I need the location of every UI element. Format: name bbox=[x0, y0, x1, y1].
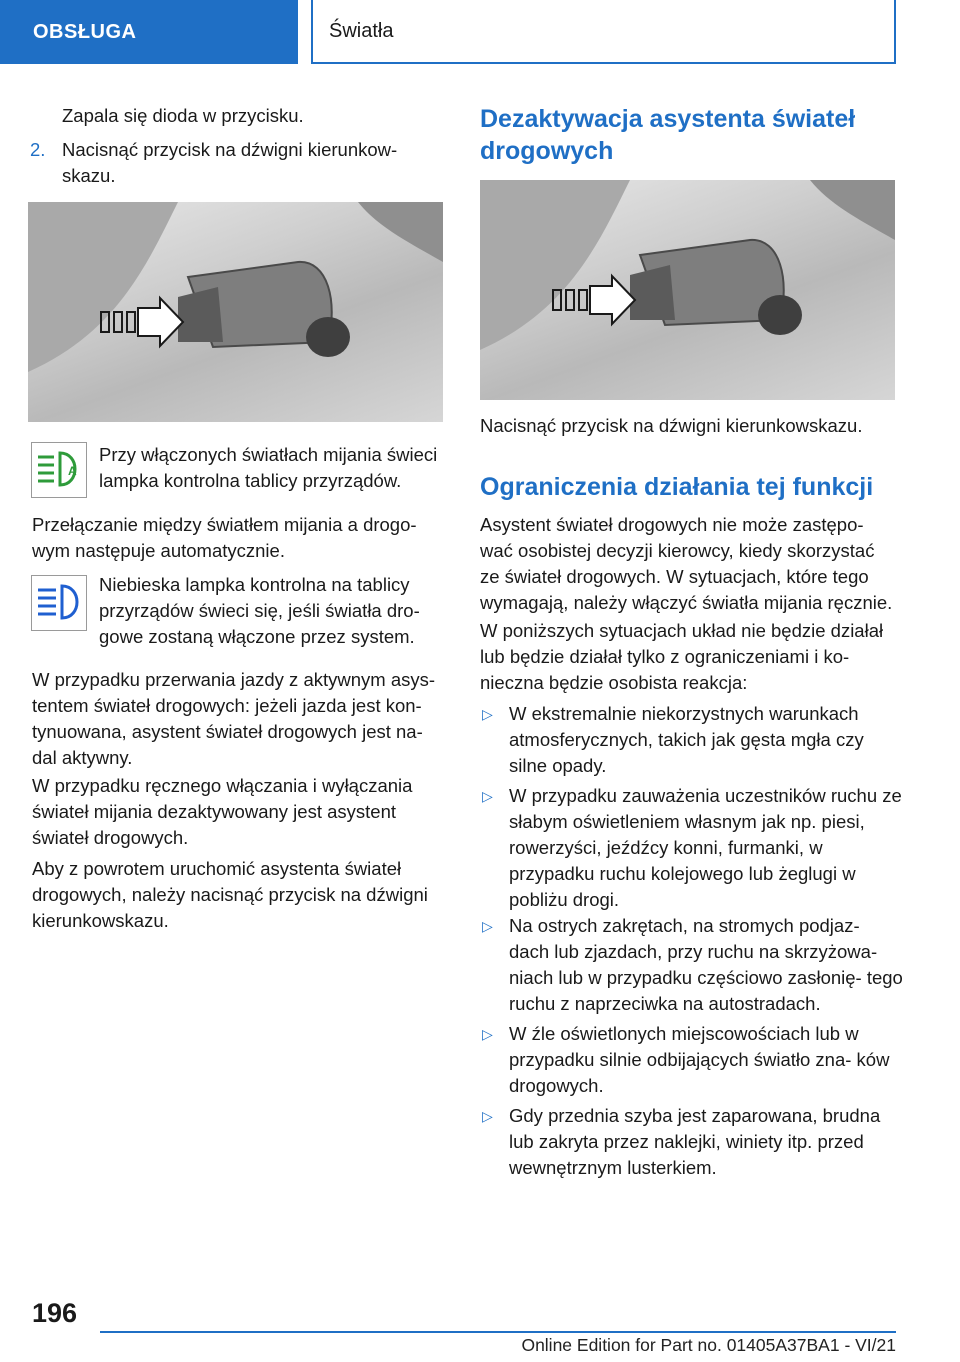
stalk-illustration bbox=[480, 180, 895, 400]
switch-paragraph: Przełączanie między światłem mijania a drogo- wym następuje automatycznie. bbox=[32, 514, 417, 561]
heading-limitations: Ograniczenia działania tej funkcji bbox=[480, 473, 874, 501]
restart-paragraph: Aby z powrotem uruchomić asystenta świateł drogowych, należy nacisnąć przycisk na dźwigni kierunkowskazu. bbox=[32, 858, 428, 931]
indicator-blue-text: Niebieska lampka kontrolna na tablicy przyrządów świeci się, jeśli światła dro- gowe zostaną włączone przez system. bbox=[99, 574, 420, 647]
list-item: Na ostrych zakrętach, na stromych podjaz- dach lub zjazdach, przy ruchu na skrzyżowa- niach lub w przypadku częściowo zasłonię- tego ruchu z naprzeciwka na autostradach. bbox=[509, 915, 903, 1014]
bullet-marker-icon: ▷ bbox=[482, 706, 493, 722]
section-tab bbox=[0, 0, 298, 64]
footer-divider bbox=[100, 1331, 896, 1333]
list-item: W źle oświetlonych miejscowościach lub w przypadku silnie odbijających światło zna- ków drogowych. bbox=[509, 1023, 890, 1096]
list-item: W przypadku zauważenia uczestników ruchu ze słabym oświetleniem własnym jak np. piesi, rowerzyści, jeźdźcy konni, furmanki, w przypadku ruchu kolejowego lub żeglugi w pobliżu drogi. bbox=[509, 785, 902, 910]
high-beam-indicator-icon bbox=[31, 575, 87, 631]
page-header bbox=[311, 0, 896, 64]
heading-deactivation: Dezaktywacja asystenta świateł drogowych bbox=[480, 105, 856, 165]
list-item: Gdy przednia szyba jest zaparowana, brudna lub zakryta przez naklejki, winiety itp. przed wewnętrznym lusterkiem. bbox=[509, 1105, 881, 1178]
bullet-marker-icon: ▷ bbox=[482, 1026, 493, 1042]
stalk-illustration bbox=[28, 202, 443, 422]
interrupt-paragraph: W przypadku przerwania jazdy z aktywnym asys- tentem świateł drogowych: jeżeli jazda jest kon- tynuowana, asystent świateł drogowych jest na- dal aktywny. bbox=[32, 669, 436, 768]
bullet-marker-icon: ▷ bbox=[482, 918, 493, 934]
situations-paragraph: W poniższych sytuacjach układ nie będzie działał lub będzie działał tylko z ograniczeniami i ko- nieczna będzie osobista reakcja: bbox=[480, 620, 884, 693]
photo-caption: Nacisnąć przycisk na dźwigni kierunkowskazu. bbox=[480, 415, 863, 436]
bullet-marker-icon: ▷ bbox=[482, 1108, 493, 1124]
edition-text: Online Edition for Part no. 01405A37BA1 - VI/21 bbox=[521, 1335, 896, 1355]
stalk-photo-left bbox=[28, 202, 443, 422]
indicator-green-text: Przy włączonych światłach mijania świeci lampka kontrolna tablicy przyrządów. bbox=[99, 444, 438, 491]
svg-text:A: A bbox=[68, 464, 77, 478]
low-beam-indicator-icon bbox=[31, 442, 87, 498]
page-number: 196 bbox=[32, 1298, 78, 1328]
limitations-paragraph: Asystent świateł drogowych nie może zastępo- wać osobistej decyzji kierowcy, kiedy skorzystać ze świateł drogowych. W sytuacjach, które tego wymagają, należy włączyć światła mijania ręcznie. bbox=[480, 514, 893, 613]
led-line: Zapala się dioda w przycisku. bbox=[62, 105, 304, 126]
page-title: Światła bbox=[329, 19, 394, 42]
bullet-marker-icon: ▷ bbox=[482, 788, 493, 804]
section-label: OBSŁUGA bbox=[33, 20, 137, 43]
step-number: 2. bbox=[30, 139, 46, 160]
stalk-photo-right bbox=[480, 180, 895, 400]
step-text: Nacisnąć przycisk na dźwigni kierunkow- skazu. bbox=[62, 139, 398, 186]
manual-paragraph: W przypadku ręcznego włączania i wyłączania świateł mijania dezaktywowany jest asystent świateł drogowych. bbox=[32, 775, 413, 848]
list-item: W ekstremalnie niekorzystnych warunkach atmosferycznych, takich jak gęsta mgła czy silne opady. bbox=[509, 703, 864, 776]
